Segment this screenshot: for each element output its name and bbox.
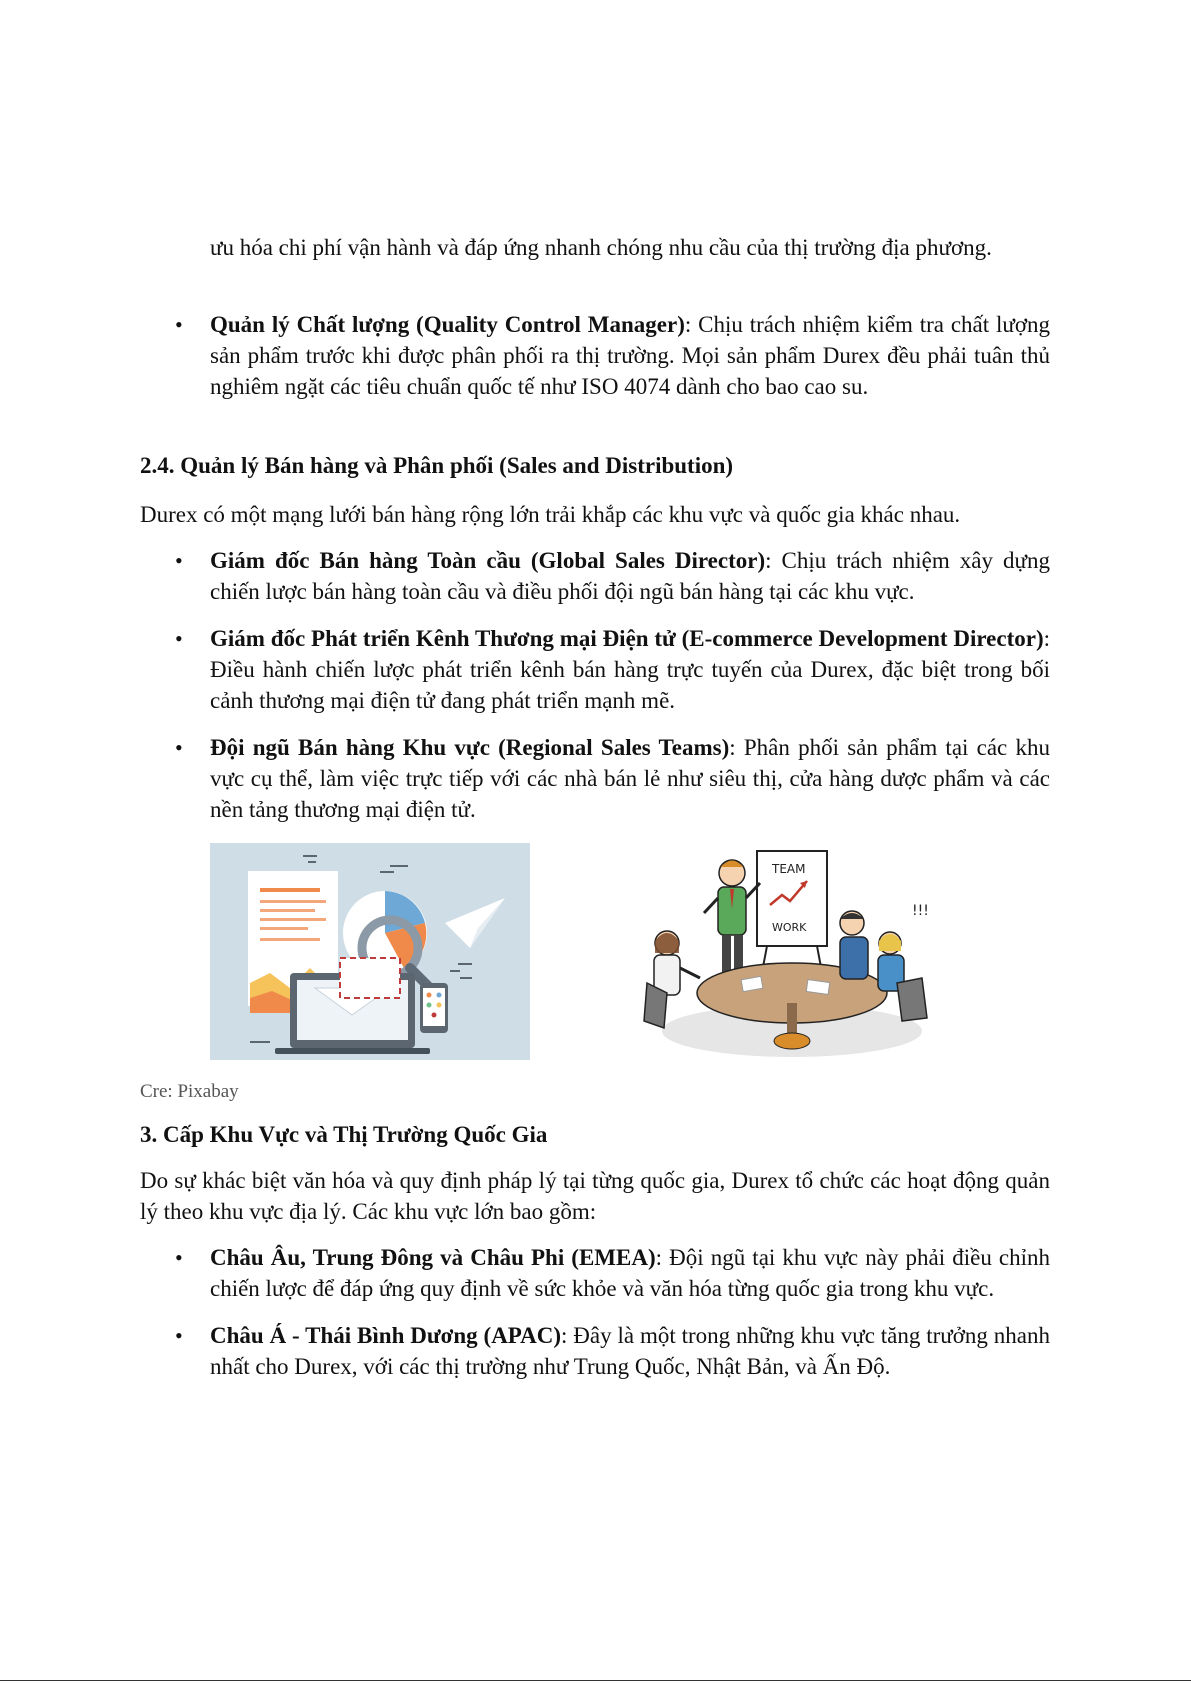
list-item bbox=[175, 309, 1050, 402]
figure-caption: Cre: Pixabay bbox=[140, 1081, 239, 1102]
section-2-4-intro: Durex có một mạng lưới bán hàng rộng lớn trải khắp các khu vực và quốc gia khác nhau. bbox=[140, 502, 961, 527]
svg-text:!!!: !!! bbox=[912, 903, 929, 919]
bullet-icon: • bbox=[175, 312, 183, 337]
list-item-text: : Chịu trách nhiệm kiểm tra chất lượng sản phẩm trước khi được phân phối ra thị trường. Mọi sản phẩm Durex đều phải tuân thủ nghiêm ngặt các tiêu chuẩn quốc tế như ISO 4074 dành cho bao cao su. bbox=[210, 312, 1050, 399]
marketing-illustration-svg bbox=[210, 843, 530, 1060]
list-item-term: Đội ngũ Bán hàng Khu vực (Regional Sales Teams) bbox=[210, 735, 730, 760]
section-heading-3: 3. Cấp Khu Vực và Thị Trường Quốc Gia bbox=[140, 1122, 548, 1147]
bullet-icon: • bbox=[175, 626, 183, 651]
list-item bbox=[175, 732, 1050, 825]
list-item bbox=[175, 1242, 1051, 1304]
list-item bbox=[175, 1320, 1051, 1382]
bullet-icon: • bbox=[175, 1245, 183, 1270]
regions-list bbox=[175, 1242, 1051, 1382]
bullet-icon: • bbox=[175, 548, 183, 573]
list-item-term: Châu Á - Thái Bình Dương (APAC) bbox=[210, 1323, 562, 1348]
team-meeting-svg bbox=[642, 843, 942, 1063]
section-3-intro: Do sự khác biệt văn hóa và quy định pháp lý tại từng quốc gia, Durex tổ chức các hoạt động quản lý theo khu vực địa lý. Các khu vực lớn bao gồm: bbox=[140, 1168, 1050, 1224]
quality-list bbox=[175, 309, 1050, 402]
list-item-text: : Chịu trách nhiệm xây dựng chiến lược bán hàng toàn cầu và điều phối đội ngũ bán hàng tại các khu vực. bbox=[210, 548, 1050, 604]
list-item-term: Giám đốc Bán hàng Toàn cầu (Global Sales Director) bbox=[210, 548, 766, 573]
flipchart-work-text: WORK bbox=[772, 921, 807, 934]
list-item-text: : Đây là một trong những khu vực tăng trưởng nhanh nhất cho Durex, với các thị trường như Trung Quốc, Nhật Bản, và Ấn Độ. bbox=[210, 1323, 1051, 1379]
list-item-text: : Đội ngũ tại khu vực này phải điều chỉnh chiến lược để đáp ứng quy định về sức khỏe và văn hóa từng quốc gia trong khu vực. bbox=[210, 1245, 1051, 1301]
flipchart-team-text: TEAM bbox=[772, 862, 806, 876]
list-item-term: Quản lý Chất lượng (Quality Control Manager) bbox=[210, 312, 685, 337]
bullet-icon: • bbox=[175, 1323, 183, 1348]
continued-paragraph: ưu hóa chi phí vận hành và đáp ứng nhanh chóng nhu cầu của thị trường địa phương. bbox=[210, 235, 992, 260]
sales-list bbox=[175, 545, 1050, 825]
team-meeting-illustration bbox=[642, 843, 942, 1063]
list-item-term: Giám đốc Phát triển Kênh Thương mại Điện tử (E-commerce Development Director) bbox=[210, 626, 1044, 651]
list-item-text: : Phân phối sản phẩm tại các khu vực cụ thể, làm việc trực tiếp với các nhà bán lẻ như siêu thị, cửa hàng dược phẩm và các nền tảng thương mại điện tử. bbox=[210, 735, 1050, 822]
list-item-term: Châu Âu, Trung Đông và Châu Phi (EMEA) bbox=[210, 1245, 656, 1270]
section-heading-2-4: 2.4. Quản lý Bán hàng và Phân phối (Sales and Distribution) bbox=[140, 453, 734, 478]
list-item bbox=[175, 623, 1050, 716]
list-item bbox=[175, 545, 1050, 607]
bullet-icon: • bbox=[175, 735, 183, 760]
marketing-illustration bbox=[210, 843, 530, 1060]
page-bottom-rule bbox=[0, 1680, 1191, 1681]
list-item-text: : Điều hành chiến lược phát triển kênh bán hàng trực tuyến của Durex, đặc biệt trong bối cảnh thương mại điện tử đang phát triển mạnh mẽ. bbox=[210, 626, 1050, 713]
